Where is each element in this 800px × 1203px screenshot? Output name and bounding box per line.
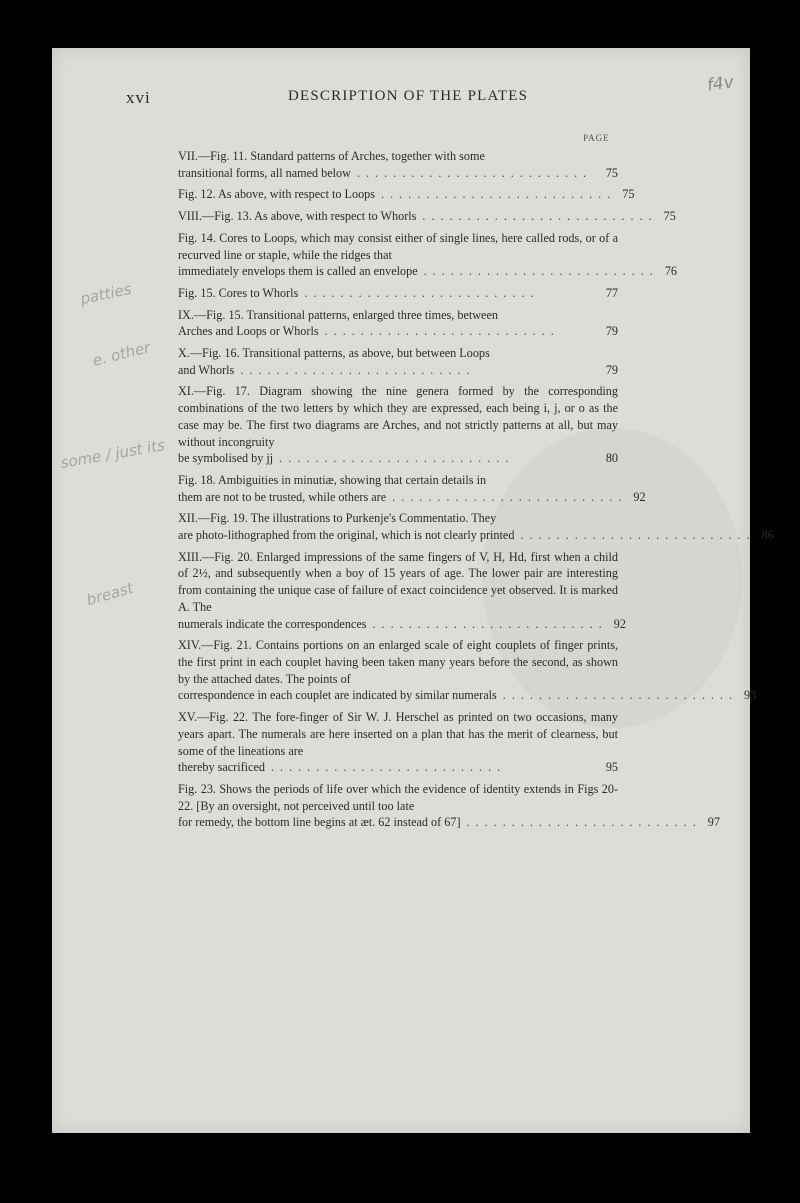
- list-item: [178, 345, 618, 378]
- entry-text: X.—Fig. 16. Transitional patterns, as above, but between Loops: [178, 346, 490, 361]
- entry-text: IX.—Fig. 15. Transitional patterns, enlarged three times, between: [178, 307, 498, 322]
- dot-leader: ..........................: [381, 187, 617, 202]
- list-item: [178, 637, 757, 704]
- entry-text: VII.—Fig. 11. Standard patterns of Arches, together with some: [178, 149, 485, 163]
- dot-leader: ..........................: [356, 165, 593, 180]
- margin-note-3: some / just its: [59, 435, 167, 473]
- entry-last-line: be symbolised by jj: [178, 451, 274, 466]
- list-item: [178, 383, 618, 467]
- entry-page-number: 95: [605, 760, 618, 775]
- entry-page-number: 97: [707, 815, 720, 830]
- list-item: [178, 510, 774, 543]
- running-head: DESCRIPTION OF THE PLATES: [288, 88, 529, 104]
- entry-last-line: Fig. 12. As above, with respect to Loops: [178, 187, 376, 202]
- page-column-label: PAGE: [583, 133, 610, 143]
- entry-page-number: 75: [663, 209, 676, 224]
- margin-note-1: patties: [78, 279, 133, 309]
- dot-leader: ..........................: [304, 285, 540, 300]
- entry-text: Fig. 18. Ambiguities in minutiæ, showing that certain details in: [178, 472, 487, 487]
- entry-last-line: correspondence in each couplet are indicated by similar numerals: [178, 688, 497, 703]
- dot-leader: ..........................: [324, 324, 560, 339]
- dot-leader: ..........................: [392, 489, 628, 504]
- dot-leader: ..........................: [520, 528, 756, 543]
- entry-last-line: and Whorls: [178, 362, 235, 377]
- entry-last-line: numerals indicate the correspondences: [178, 616, 367, 631]
- list-item: [178, 549, 626, 633]
- entry-last-line: them are not to be trusted, while others are: [178, 489, 387, 504]
- entry-last-line: Arches and Loops or Whorls: [178, 324, 319, 339]
- dot-leader: ..........................: [372, 616, 608, 631]
- list-item: [178, 285, 618, 302]
- entry-last-line: for remedy, the bottom line begins at æt. 62 instead of 67]: [178, 815, 461, 830]
- entry-text: XI.—Fig. 17. Diagram showing the nine genera formed by the corresponding combinations of the two letters by which they are expressed, each being i, j, or o as the case may be. The first two diagrams are Arches, and not strictly patterns at all, but may without incongruity: [178, 384, 618, 449]
- entry-text: XIV.—Fig. 21. Contains portions on an enlarged scale of eight couplets of finger prints, the first print in each couplet having been taken many years before the second, as shown by the attached dates. The points of: [178, 638, 618, 686]
- entry-page-number: 79: [605, 362, 618, 377]
- entry-page-number: 75: [622, 187, 635, 202]
- margin-note-4: breast: [84, 578, 136, 610]
- entry-page-number: 92: [613, 616, 626, 631]
- entry-last-line: thereby sacrificed: [178, 760, 265, 775]
- dot-leader: ..........................: [240, 362, 476, 377]
- entry-last-line: immediately envelops them is called an envelope: [178, 264, 418, 279]
- entry-last-line: VIII.—Fig. 13. As above, with respect to Whorls: [178, 209, 417, 224]
- margin-note-2: e. other: [90, 338, 153, 370]
- entry-text: XIII.—Fig. 20. Enlarged impressions of the same fingers of V, H, Hd, first when a child of 2½, and subsequently when a boy of 15 years of age. The lower pair are interesting from containing the unique case of failure of exact coincidence yet observed. It is marked A. The: [178, 549, 618, 614]
- dot-leader: ..........................: [279, 451, 515, 466]
- entry-page-number: 93: [744, 688, 757, 703]
- entry-text: XV.—Fig. 22. The fore-finger of Sir W. J. Herschel as printed on two occasions, many years apart. The numerals are here inserted on a plan that has the merit of clearness, but some of the lineations are: [178, 710, 618, 758]
- entry-page-number: 77: [605, 285, 618, 300]
- entry-page-number: 76: [664, 264, 678, 279]
- list-item: [178, 472, 646, 505]
- list-item: [178, 307, 618, 340]
- plates-list: [178, 148, 774, 836]
- list-item: [178, 208, 676, 225]
- list-item: [178, 148, 618, 181]
- entry-page-number: 92: [633, 489, 646, 504]
- dot-leader: ..........................: [502, 688, 738, 703]
- list-item: [178, 186, 635, 203]
- entry-last-line: Fig. 15. Cores to Whorls: [178, 285, 299, 300]
- dot-leader: ..........................: [466, 815, 702, 830]
- dot-leader: ..........................: [270, 760, 507, 775]
- page-number: xvi: [126, 88, 151, 107]
- dot-leader: ..........................: [422, 209, 658, 224]
- entry-page-number: 75: [605, 165, 618, 180]
- entry-page-number: 86: [761, 528, 774, 543]
- list-item: [178, 709, 618, 776]
- list-item: [178, 230, 678, 280]
- entry-page-number: 79: [605, 324, 618, 339]
- entry-page-number: 80: [605, 451, 618, 466]
- entry-text: Fig. 14. Cores to Loops, which may consist either of single lines, here called rods, or of a recurved line or staple, while the ridges that: [178, 230, 618, 262]
- entry-last-line: are photo-lithographed from the original, which is not clearly printed: [178, 528, 515, 543]
- entry-last-line: transitional forms, all named below: [178, 165, 351, 180]
- dot-leader: ..........................: [423, 264, 659, 279]
- page-header: [126, 88, 534, 112]
- entry-text: XII.—Fig. 19. The illustrations to Purkenje's Commentatio. They: [178, 511, 497, 526]
- handwritten-corner-note: f4v: [705, 72, 736, 96]
- list-item: [178, 781, 720, 831]
- entry-text: Fig. 23. Shows the periods of life over which the evidence of identity extends in Figs 20-22. [By an oversight, not perceived until too late: [178, 781, 618, 813]
